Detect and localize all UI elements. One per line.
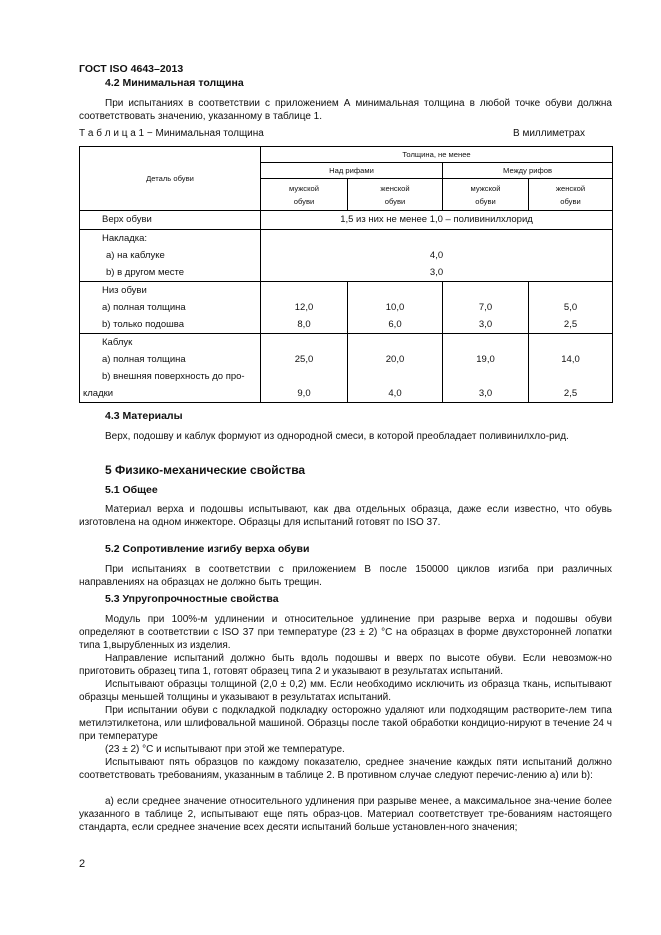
col-header-mens: мужской обуви: [261, 179, 348, 211]
table-row: [80, 334, 613, 403]
section-5-title: 5 Физико-механические свойства: [105, 463, 306, 477]
section-5-3-paragraph: При испытании обуви с подкладкой подкладку осторожно удаляют или подходящим растворите-лем типа метилэтилкетона, или шлифовальной машиной. Образцы после такой обработки кондицио-нируют в течение 24 ч при температуре: [79, 705, 612, 742]
section-5-3-paragraph: Модуль при 100%-м удлинении и относительное удлинение при разрыве верха и подошвы обуви определяют в соответствии с ISO 37 при температуре (23 ± 2) °С на образцах в форме двухсторонней лопатки типа 1,вырубленных из изделия.: [79, 614, 612, 651]
cell-value: 12,0: [294, 302, 314, 313]
col-header-womens: женской обуви: [348, 179, 443, 211]
cell-value: 10,0: [385, 302, 405, 313]
cell-value: 3,0: [478, 319, 493, 330]
col-header-part: Деталь обуви: [80, 147, 261, 211]
cell-value: 20,0: [385, 354, 405, 365]
col-header-over-ribs: Над рифами: [261, 163, 443, 179]
section-4-2-text: При испытаниях в соответствии с приложением А минимальная толщина в любой точке обуви должна соответствовать значению, указанному в таблице 1.: [79, 98, 612, 122]
table-1-unit: В миллиметрах: [513, 128, 585, 139]
row-label-heel-outer: b) внешняя поверхность до про-: [102, 371, 245, 382]
row-label-overlay-other: b) в другом месте: [106, 267, 185, 278]
section-4-2-title: 4.2 Минимальная толщина: [105, 77, 244, 89]
cell-value: 25,0: [294, 354, 314, 365]
section-5-3-paragraph: Направление испытаний должно быть вдоль подошвы и вверх по высоте обуви. Если невозмож-но приготовить образец типа 1, готовят образец типа 2 и указывают в результатах испытаний.: [79, 653, 612, 677]
section-5-2-text: При испытаниях в соответствии с приложением В после 150000 циклов изгиба при различных направлениях на образцах не должно быть трещин.: [79, 564, 612, 588]
row-label-heel: Каблук: [102, 337, 133, 348]
cell-value: 2,5: [563, 319, 578, 330]
row-label-heel-outer-cont: кладки: [83, 388, 114, 399]
cell-value: 4,0: [388, 388, 402, 399]
table-row: [80, 230, 613, 282]
section-5-3-paragraph: а) если среднее значение относительного удлинения при разрыве менее, а максимальное зна-чение более указанного в таблице 2, испытывают еще пять образ-цов. Материал соответствует тре-бованиям настоящего стандарта, если среднее значение всех десяти испытаний больше установлен-ного значения;: [79, 796, 612, 833]
table-row: [80, 211, 613, 230]
cell-value: 6,0: [388, 319, 402, 330]
col-header-between-ribs: Между рифов: [443, 163, 613, 179]
cell-overlay-heel: 4,0: [429, 250, 444, 261]
cell-value: 9,0: [297, 388, 311, 399]
row-label-upper: Верх обуви: [102, 214, 152, 225]
section-4-3-text: Верх, подошву и каблук формуют из однородной смеси, в которой преобладает поливинилхло-рид.: [105, 431, 569, 442]
section-5-3-paragraph: Испытывают образцы толщиной (2,0 ± 0,2) мм. Если необходимо исключить из образца ткань, испытывают образцы меньшей толщины и указывают в результатах испытаний.: [79, 679, 612, 703]
document-id: ГОСТ ISO 4643–2013: [79, 63, 184, 75]
cell-value: 5,0: [563, 302, 578, 313]
row-label-heel-full: а) полная толщина: [102, 354, 186, 365]
row-label-bottom-full: а) полная толщина: [102, 302, 186, 313]
cell-value: 2,5: [563, 388, 578, 399]
table-1: [79, 146, 613, 403]
cell-overlay-other: 3,0: [429, 267, 444, 278]
cell-upper-value: 1,5 из них не менее 1,0 – поливинилхлорид: [340, 214, 533, 225]
col-header-mens: мужской обуви: [443, 179, 529, 211]
section-5-3-paragraph: Испытывают пять образцов по каждому показателю, среднее значение каждых пяти испытаний должно соответствовать требованиям, указанным в таблице 2. В противном случае следуют перечис-лению а) или b):: [79, 757, 612, 781]
cell-value: 8,0: [297, 319, 311, 330]
row-label-bottom: Низ обуви: [102, 285, 147, 296]
section-5-1-title: 5.1 Общее: [105, 484, 158, 496]
section-5-3-title: 5.3 Упругопрочностные свойства: [105, 593, 279, 605]
page-number: 2: [79, 858, 86, 870]
row-label-bottom-sole: b) только подошва: [102, 319, 184, 330]
section-5-3-paragraph: (23 ± 2) °С и испытывают при этой же температуре.: [105, 744, 345, 755]
cell-value: 7,0: [478, 302, 493, 313]
col-header-thickness: Толщина, не менее: [261, 147, 613, 163]
section-5-2-title: 5.2 Сопротивление изгибу верха обуви: [105, 543, 310, 555]
col-header-womens: женской обуви: [529, 179, 613, 211]
section-4-3-title: 4.3 Материалы: [105, 410, 183, 422]
row-label-overlay: Накладка:: [102, 233, 148, 244]
cell-value: 3,0: [478, 388, 493, 399]
table-1-caption: Т а б л и ц а 1 − Минимальная толщина: [79, 128, 264, 139]
row-label-overlay-heel: а) на каблуке: [106, 250, 165, 261]
section-5-1-text: Материал верха и подошвы испытывают, как два отдельных образца, даже если известно, что обувь изготовлена на одном инжекторе. Образцы для испытаний готовят по ISO 37.: [79, 504, 612, 528]
cell-value: 19,0: [476, 354, 495, 365]
cell-value: 14,0: [561, 354, 580, 365]
table-row: [80, 282, 613, 334]
